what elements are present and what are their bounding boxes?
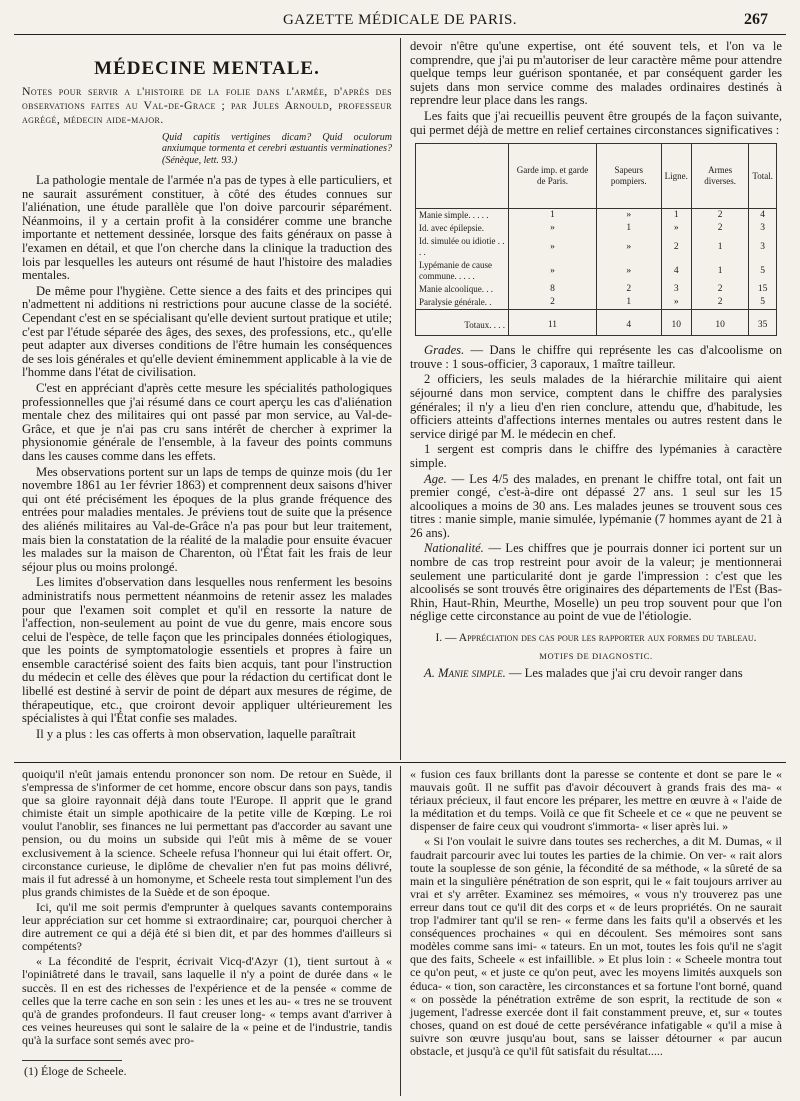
table-header-row [416, 144, 777, 209]
table-cell: 3 [749, 222, 777, 235]
page-number: 267 [744, 11, 768, 28]
row-label: Paralysie générale. . [416, 296, 509, 310]
table-cell: 2 [691, 209, 748, 223]
column-divider-bottom [400, 766, 401, 1096]
table-cell: » [661, 296, 691, 310]
table-cell: 4 [749, 209, 777, 223]
paragraph-grades: Grades. — Dans le chiffre qui représente les cas d'alcoolisme on trouve : 1 sous-officier, 3 caporaux, 1 maître tailleur. [410, 343, 782, 371]
table-cell: 10 [691, 310, 748, 336]
subheading: MOTIFS DE DIAGNOSTIC. [539, 650, 653, 661]
epigraph: Quid capitis vertigines dicam? Quid oculorum anxiumque tormenta et cerebri æstuantis verminationes? (Sénèque, lett. 93.) [162, 131, 392, 166]
table-cell: 3 [749, 235, 777, 259]
paragraph: Ici, qu'il me soit permis d'emprunter à quelques savants contemporains leur appréciation sur cet homme si extraordinaire; car, pourquoi chercher à dire autrement ce qui a déjà été si bien dit, et par des hommes d'ailleurs si compétents? [22, 899, 392, 954]
table-cell: 2 [691, 222, 748, 235]
paragraph: De même pour l'hygiène. Cette sience a des faits et des principes qui n'admettent ni additions ni restrictions pour aucune classe de la société. Cependant c'est en se spécialisant qu'elle devient surtout pratique et utile; c'est par l'étude séparée des âges, des sexes, des professions, etc., qu'elle peut adapter aux diverses conditions de l'être humain les conséquences de ses lois générales et qu'elle devient éminemment applicable à la vie de l'homme dans l'état de civilisation. [22, 283, 392, 380]
paragraph: « Si l'on voulait le suivre dans toutes ses recherches, a dit M. Dumas, « il faudrait parcourir avec lui toutes les parties de la chimie. On ver- « rait alors toute la souplesse de son génie, la fécondité de sa méthode, « la sûreté de sa main et la singulière pénétration de son esprit, qui le « fait toujours arriver au vrai et s'y arrêter. Examinez ses mémoires, « vous n'y trouverez pas une erreur dans tout ce qu'il dit des corps et « de leurs propriétés. On ne saurait trop l'admirer tant qu'il se ren- « ferme dans les faits qu'il a observés et les conséquences prochaines « qui en découlent. Ses mémoires sont sans modèles comme sans imi- « tateurs. En un mot, toutes les fois qu'il ne s'agit que des faits, Scheele « est infaillible. » Et plus loin : « Scheele montra tout ce qu'on peut, « et juste ce qu'on peut, avec les moyens limités auxquels son éduca- « tion, son caractère, les circonstances et sa fortune l'ont borné, quand « on possède la pénétration extrême de son esprit, la rectitude de son « jugement, l'adresse exercée dont il fait constamment preuve, et, sur « toutes choses, quand on est doué de cette persévérance infatigable « qu'il a mise à suivre son œuvre jusqu'au bout, sans se laisser détourner « par aucun obstacle, et jusqu'à ce qu'il fût satisfait du résultat..... [410, 834, 782, 1058]
running-title: GAZETTE MÉDICALE DE PARIS. [282, 12, 518, 28]
paragraph-manie: A. Manie simple. — Les malades que j'ai cru devoir ranger dans [424, 666, 743, 681]
paragraph-age: Age. — Les 4/5 des malades, en prenant le chiffre total, ont fait un premier congé, c'est-à-dire ont dépassé 27 ans. 1 seul sur les 15 alcooliques a moins de 30 ans. Les malades jeunes se trouvent sous ces titres : manie simple, manie simulée, lypémanie (7 hommes ayant de 21 à 26 ans). [410, 471, 782, 540]
table-cell: 8 [509, 283, 597, 296]
table-row [416, 259, 777, 283]
table-header-cell: Sapeurs pompiers. [596, 144, 661, 209]
paragraph: La pathologie mentale de l'armée n'a pas de types à elle particuliers, et ne saurait assurément constituer, à côté des études connues sur l'aliénation, une étude parallèle que l'on doive parcourir séparément. Néanmoins, il y a certain profit à la considérer comme une branche importante et nettement dessinée, lorsque des faits généraux on passe à l'examen en détail, et que l'on cherche dans la clinique la traduction des lois par lesquelles les auteurs ont résumé de haut l'histoire des maladies mentales. [22, 173, 392, 283]
table-cell: 1 [661, 209, 691, 223]
table-cell: 2 [691, 283, 748, 296]
paragraph: devoir n'être qu'une expertise, ont été souvent tels, et l'on va le comprendre, que j'ai pu m'autoriser de leur caractère même pour attendre quelque temps leur guérison spontanée, et par conséquent garder les sujets dans mon service comme des malades ordinaires destinés à reprendre leur place dans les rangs. [410, 39, 782, 108]
table-header-cell: Armes diverses. [691, 144, 748, 209]
table-cell: 1 [691, 259, 748, 283]
table-cell: 11 [509, 310, 597, 336]
section-title: MÉDECINE MENTALE. [94, 58, 320, 79]
table-row [416, 235, 777, 259]
left-column [22, 58, 392, 743]
table-cell: 15 [749, 283, 777, 296]
table-cell: 3 [661, 283, 691, 296]
row-label: Lypémanie de cause commune. . . . . [416, 259, 509, 283]
table-row [416, 283, 777, 296]
table-cell: 2 [691, 296, 748, 310]
paragraph: C'est en appréciant d'après cette mesure les spécialités pathologiques professionnelles que j'ai résumé dans ce court aperçu les cas d'aliénation mentale chez des militaires qui ont passé par mon service, au Val-de-Grâce, et que je n'ai pas cru sans intérêt de chercher à exprimer la physionomie générale de l'ensemble, à la faveur des points communs dans les causes comme dans les effets. [22, 381, 392, 463]
row-label: Manie simple. . . . . [416, 209, 509, 223]
paragraph: Les limites d'observation dans lesquelles nous renferment les besoins administratifs nous permettent néanmoins de retenir assez les malades pour que l'examen soit complet et qu'il en ressorte la nature de l'affection, non-seulement au point de vue du genre, mais encore sous celui de l'espèce, de telle façon que les principales données étiologiques, que les points de symptomatologie essentiels et propres à faire un ensemble caractérisé soient des faits bien acquis, tant pour l'instruction du médecin et celle des élèves que pour la rédaction du certificat dont le libellé est destiné à servir de point de départ aux mesures de régime, de thérapeutique, etc., que croiront devoir appliquer ultérieurement les spécialistes à qui l'État confie ses malades. [22, 575, 392, 726]
paragraph: quoiqu'il n'eût jamais entendu prononcer son nom. De retour en Suède, il s'empressa de s'informer de cet homme, encore obscur dans son pays, tandis que sa gloire rayonnait déjà dans toute l'Europe. Il apprit que le grand chimiste était un simple apothicaire de la petite ville de Kœping. Le roi voulut l'anoblir, ses finances ne lui permettant pas d'accorder au savant une pension, ou du moins un subside qui l'eût mis à même de se vouer exclusivement à la science. Scheele refusa l'honneur qui lui était offert. Or, circonstance curieuse, le diplôme de chevalier n'en fut pas moins délivré, mais il fut adressé à un homonyme, et Scheele resta tout simplement l'un des plus grands chimistes de la Suède et de son époque. [22, 767, 392, 899]
table-cell: 1 [596, 222, 661, 235]
table-cell: » [596, 209, 661, 223]
row-label: Id. simulée ou idiotie . . . . [416, 235, 509, 259]
table-cell: 2 [661, 235, 691, 259]
table-cell: » [509, 235, 597, 259]
feuilleton-left-column [22, 768, 392, 1049]
footnote: (1) Éloge de Scheele. [24, 1064, 127, 1078]
table-row [416, 296, 777, 310]
table-row [416, 222, 777, 235]
paragraph-nationalite: Nationalité. — Les chiffres que je pourrais donner ici portent sur un nombre de cas trop restreint pour avoir de la valeur; je mentionnerai seulement une particularité dont je garde l'impression : c'est que les alcoolisés se sont trouvés être originaires des départements de l'Est (Bas-Rhin, Haut-Rhin, Meurthe, Moselle) un peu trop souvent pour que l'on néglige cette circonstance au point de vue de l'étiologie. [410, 541, 782, 624]
paragraph: « fusion ces faux brillants dont la paresse se contente et dont se pare le « mauvais goût. Il ne suffit pas d'avoir découvert à grands frais des ma- « tériaux précieux, il faut encore les préparer, les mettre en œuvre à « l'aide de la méditation et du temps. Voilà ce que fit Scheele et ce « que ne peuvent se dispenser de faire ceux qui voudront s'immorta- « liser après lui. » [410, 767, 782, 834]
table-cell: 4 [596, 310, 661, 336]
header-rule [14, 34, 786, 35]
table-cell: 1 [509, 209, 597, 223]
paragraph: 2 officiers, les seuls malades de la hiérarchie militaire qui aient séjourné dans mon service, comptent dans le chiffre des paralysies générales; il n'y a lieu d'en rien conclure, attendu que, d'habitude, les officiers atteints d'affections internes mentales ou autres restent dans le service dirigé par M. le médecin en chef. [410, 372, 782, 441]
table-cell: » [661, 222, 691, 235]
table-cell: 2 [596, 283, 661, 296]
table-cell: 1 [596, 296, 661, 310]
paragraph: Les faits que j'ai recueillis peuvent être groupés de la façon suivante, qui permet déjà de mettre en relief certaines circonstances significatives : [410, 108, 782, 137]
row-label: Totaux. . . . [416, 310, 509, 336]
table-cell: 5 [749, 259, 777, 283]
table-cell: » [509, 222, 597, 235]
table-cell: 10 [661, 310, 691, 336]
table-cell: » [509, 259, 597, 283]
footnote-rule [22, 1060, 122, 1061]
table-cell: 1 [691, 235, 748, 259]
page-header [14, 10, 786, 32]
table-total-row [416, 310, 777, 336]
table-header-cell [416, 144, 509, 209]
row-label: Manie alcoolique. . . [416, 283, 509, 296]
feuilleton-right-column [410, 768, 782, 1060]
table-header-cell: Total. [749, 144, 777, 209]
right-column [410, 40, 782, 683]
table-cell: 35 [749, 310, 777, 336]
table-cell: 4 [661, 259, 691, 283]
table-cell: 2 [509, 296, 597, 310]
paragraph: 1 sergent est compris dans le chiffre des lypémanies à caractère simple. [410, 442, 782, 470]
table-cell: » [596, 235, 661, 259]
paragraph: Il y a plus : les cas offerts à mon observation, laquelle paraîtrait [36, 726, 356, 741]
table-header-cell: Ligne. [661, 144, 691, 209]
table-cell: 5 [749, 296, 777, 310]
table-header-cell: Garde imp. et garde de Paris. [509, 144, 597, 209]
paragraph: Mes observations portent sur un laps de temps de quinze mois (du 1er novembre 1861 au 1er février 1863) et comprennent deux saisons d'hiver qui ont été précisément les époques de la plus grande fréquence des entrées pour maladies mentales. Je préviens tout de suite que la présence des aliénés militaires au Val-de-Grâce n'a pas pour but leur traitement, mais bien la constatation de la réalité de la maladie pour ensuite évacuer les malades sur la maison de Charenton, où l'État fait les frais de leur séjour plus ou moins prolongé. [22, 464, 392, 574]
paragraph: « La fécondité de l'esprit, écrivait Vicq-d'Azyr (1), tient surtout à « l'opiniâtreté dans le travail, sans laquelle il n'y a point de durée dans « le succès. Il en est des richesses de l'expérience et de la pensée « comme de celles que la terre cache en son sein : les unes et les au- « tres ne se trouvent qu'à de grandes profondeurs. Il faut creuser long- « temps avant d'arriver à ces veines heureuses qui sont le salaire de la « peine et de l'industrie, tandis qu'à la surface sont semés avec pro- [22, 954, 392, 1047]
row-label: Id. avec épilepsie. [416, 222, 509, 235]
statistics-table [415, 143, 777, 336]
column-divider-top [400, 38, 401, 760]
feuilleton-rule [14, 762, 786, 763]
article-title: Notes pour servir a l'histoire de la folie dans l'armée, d'après des observations faites au Val-de-Grace ; par Jules Arnould, professeur agrégé, médecin aide-major. [22, 83, 392, 126]
section-heading: I. — Appréciation des cas pour les rapporter aux formes du tableau. [435, 632, 757, 645]
table-cell: » [596, 259, 661, 283]
table-row [416, 209, 777, 223]
